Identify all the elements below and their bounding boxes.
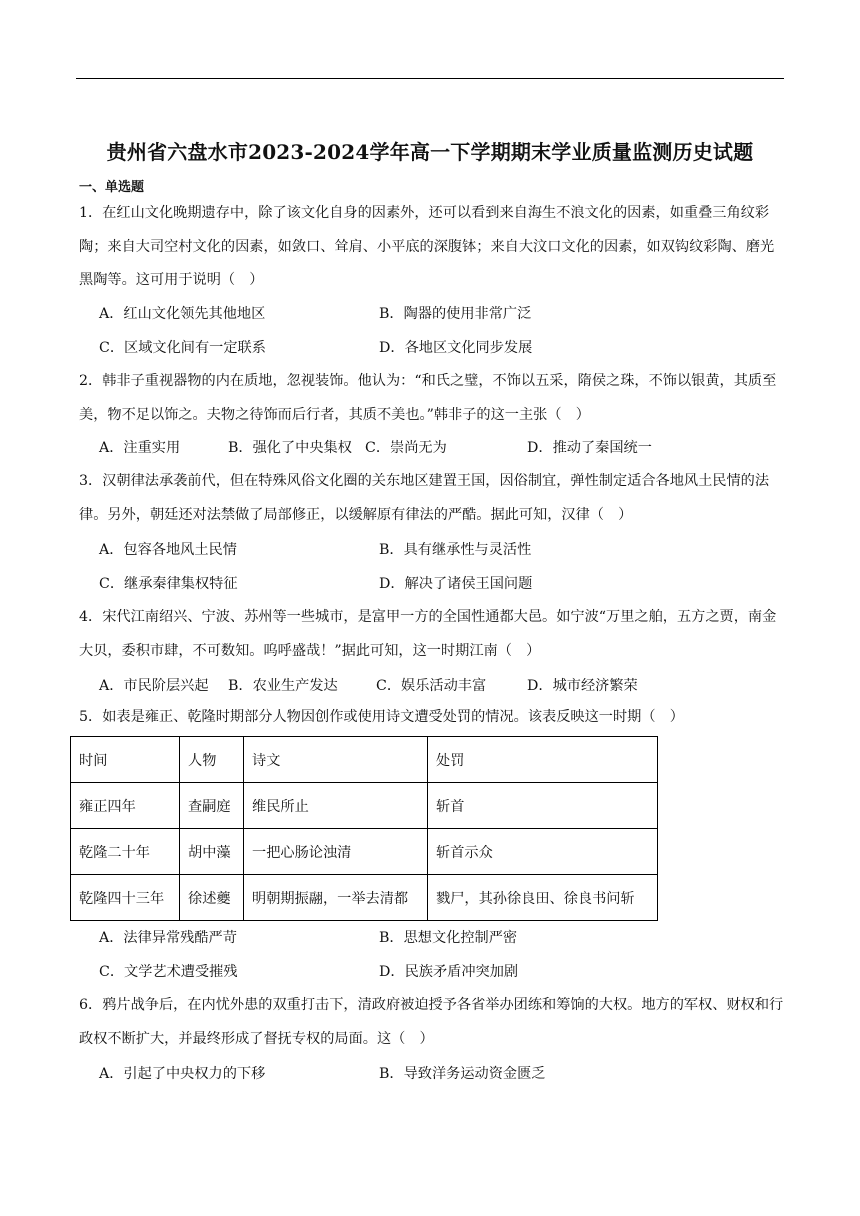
question-2-stem: 2．韩非子重视器物的内在质地，忽视装饰。他认为：“和氏之璧，不饰以五采，隋侯之珠，不饰以银黄，其质至美，物不足以饰之。夫物之待饰而后行者，其质不美也。”韩非子的这一主张（ ） — [79, 373, 777, 423]
option-c: C．继承秦律集权特征 — [99, 576, 238, 592]
option-a: A．引起了中央权力的下移 — [99, 1066, 266, 1082]
option-d: D．城市经济繁荣 — [527, 678, 638, 694]
table-header-cell: 诗文 — [244, 737, 428, 783]
table-header-cell: 时间 — [71, 737, 180, 783]
question-3-stem: 3．汉朝律法承袭前代，但在特殊风俗文化圈的关东地区建置王国，因俗制宜，弹性制定适合各地风土民情的法律。另外，朝廷还对法禁做了局部修正，以缓解原有律法的严酷。据此可知，汉律（ ） — [79, 473, 770, 523]
option-d: D．民族矛盾冲突加剧 — [379, 964, 519, 980]
penalty-table — [70, 736, 658, 921]
option-c: C．娱乐活动丰富 — [376, 678, 487, 694]
table-cell: 斩首示众 — [428, 829, 658, 875]
table-cell: 胡中藻 — [180, 829, 244, 875]
option-b: B．导致洋务运动资金匮乏 — [379, 1066, 546, 1082]
option-b: B．农业生产发达 — [228, 678, 338, 694]
option-b: B．思想文化控制严密 — [379, 930, 518, 946]
question-4-stem: 4．宋代江南绍兴、宁波、苏州等一些城市，是富甲一方的全国性通都大邑。如宁波“万里之舶，五方之贾，南金大贝，委积市肆，不可数知。呜呼盛哉！”据此可知，这一时期江南（ ） — [79, 609, 777, 659]
document-title: 贵州省六盘水市2023-2024学年高一下学期期末学业质量监测历史试题 — [106, 140, 754, 164]
table-header-cell: 人物 — [180, 737, 244, 783]
table-cell: 斩首 — [428, 783, 658, 829]
option-d: D．各地区文化同步发展 — [379, 340, 533, 356]
option-d: D．解决了诸侯王国问题 — [379, 576, 533, 592]
question-1-stem: 1．在红山文化晚期遗存中，除了该文化自身的因素外，还可以看到来自海生不浪文化的因素，如重叠三角纹彩陶；来自大司空村文化的因素，如敛口、耸肩、小平底的深腹钵；来自大汶口文化的因素，如双钩纹彩陶、磨光黑陶等。这可用于说明（ ） — [79, 205, 775, 289]
table-cell: 乾隆二十年 — [71, 829, 180, 875]
table-header-cell: 处罚 — [428, 737, 658, 783]
table-cell: 雍正四年 — [71, 783, 180, 829]
table-row — [71, 875, 658, 921]
option-b: B．具有继承性与灵活性 — [379, 542, 532, 558]
header-rule — [76, 78, 784, 79]
table-cell: 查嗣庭 — [180, 783, 244, 829]
option-c: C．区域文化间有一定联系 — [99, 340, 266, 356]
table-row — [71, 829, 658, 875]
option-a: A．注重实用 — [99, 440, 181, 456]
option-a: A．红山文化领先其他地区 — [99, 306, 266, 322]
table-cell: 一把心肠论浊清 — [244, 829, 428, 875]
question-5-stem: 5．如表是雍正、乾隆时期部分人物因创作或使用诗文遭受处罚的情况。该表反映这一时期（ ） — [79, 709, 684, 725]
table-cell: 维民所止 — [244, 783, 428, 829]
table-header-row — [71, 737, 658, 783]
table-cell: 徐述夔 — [180, 875, 244, 921]
question-6-stem: 6．鸦片战争后，在内忧外患的双重打击下，清政府被迫授予各省举办团练和筹饷的大权。地方的军权、财权和行政权不断扩大，并最终形成了督抚专权的局面。这（ ） — [79, 997, 784, 1047]
table-cell: 乾隆四十三年 — [71, 875, 180, 921]
table-cell: 明朝期振翮，一举去清都 — [244, 875, 428, 921]
option-c: C．崇尚无为 — [365, 440, 447, 456]
option-c: C．文学艺术遭受摧残 — [99, 964, 238, 980]
option-d: D．推动了秦国统一 — [527, 440, 652, 456]
section-heading: 一、单选题 — [79, 180, 145, 195]
option-b: B．陶器的使用非常广泛 — [379, 306, 532, 322]
option-a: A．法律异常残酷严苛 — [99, 930, 237, 946]
option-a: A．市民阶层兴起 — [99, 678, 209, 694]
option-b: B．强化了中央集权 — [228, 440, 352, 456]
table-cell: 戮尸，其孙徐良田、徐良书问斩 — [428, 875, 658, 921]
option-a: A．包容各地风土民情 — [99, 542, 237, 558]
table-row — [71, 783, 658, 829]
